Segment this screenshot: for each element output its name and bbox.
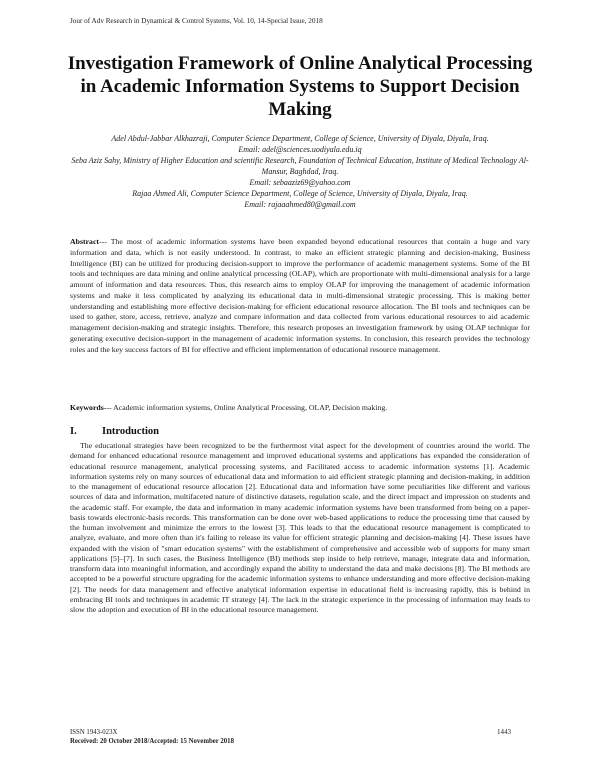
- received-accepted: Received: 20 October 2018/Accepted: 15 November 2018: [70, 738, 234, 745]
- abstract: [70, 237, 530, 355]
- author-email: Email: adel@sciences.uodiyala.edu.iq: [238, 145, 362, 154]
- intro-paragraph: The educational strategies have been recognized to be the furthermost vital aspect for the development of countries around the world. The demand for enhanced educational resource management and improved educational systems and applications has expanded the consideration of educational resource management, analytical processing systems, and Facilitated access to academic information systems [1]. Academic information systems rely on many sources of educational data and information to aid efficient strategic planning and decision-making, in addition to the management of educational resource allocation [2]. Educational data and information have some peculiarities like different and various sources of data and information, multifaceted nature of distinctive datasets, regulation scale, and the direct impact and impression on students and the academic staff. For example, the data and information in many academic information systems have been transformed from being on a paper-basis towards electronic-basis records. This transformation can be done over web-based applications to reduce the processing time that caused by the human involvement and minimize the errors to the lowest [3]. This leads to that the educational resource management is complicated to analyze, evaluate, and more often than it's failing to release its value for efficient strategic planning and decision-making [4]. These issues have expanded with the vision of "smart education systems" with the establishment of comprehensive and accessible web of supports for many smart applications [5]–[7]. In such cases, the Business Intelligence (BI) methods step inside to help retrieve, manage, integrate data and information, transform data into meaningful information, and accordingly expand the ability to understand the data and make decisions [8]. The BI methods are accepted to be a powerful structure upgrading for the academic information systems to enhance understanding and more effective decision-making [2]. The needs for data management and effective analytical information expertise in educational field is increasing rapidly, this is behind in embracing BI tools and techniques in academic IT strategy [4]. The lack in the strategic experience in the processing of information may leads to slow the adoption and execution of BI in the educational resource management.: [70, 441, 530, 614]
- paper-title: Investigation Framework of Online Analytical Processing in Academic Information Systems to Support Decision Making: [67, 53, 533, 120]
- page-number: 1443: [497, 728, 511, 736]
- author-affiliation: Rajaa Ahmed Ali, Computer Science Department, College of Science, University of Diyala, Diyala, Iraq.: [132, 189, 468, 198]
- section-heading: [70, 426, 159, 437]
- abstract-text: --- The most of academic information systems have been expanded beyond educational resources that contain a huge and vary information and data, which is not easily understood. In contrast, to make an efficient strategic planning and decision-making, Business Intelligence (BI) can be utilized for producing decision-support to improve the performance of academic management systems. Some of the BI tools and techniques are data mining and online analytical processing (OLAP), which are proportionate with multi-dimensional analysis for a large amount of information and data resources. Thus, this research aims to employ OLAP for improving the management of academic information systems and make it less complicated by analyzing its educational data in multi-dimensional strategic processing. This is making better understanding and establishing more effective decision-making for efficient educational resource allocation. The BI tools and techniques can be used to gather, store, access, retrieve, analyze and compare information and data collected from various educational resources to aid academic management decision-making and strategic insights. Therefore, this research proposes an investigation framework by using OLAP technique for generating executive decision-support in the management of academic information systems. In conclusion, this research provides the technology roles and the key success factors of BI for effective and efficient implementation of educational resource management.: [70, 237, 530, 354]
- abstract-label: Abstract: [70, 237, 100, 246]
- footer-info: [70, 728, 234, 746]
- author-email: Email: sebaaziz69@yahoo.com: [249, 178, 351, 187]
- keywords-label: Keywords: [70, 403, 104, 412]
- running-head: Jour of Adv Research in Dynamical & Control Systems, Vol. 10, 14-Special Issue, 2018: [70, 17, 323, 25]
- keywords-text: --- Academic information systems, Online Analytical Processing, OLAP, Decision making.: [103, 403, 388, 412]
- keywords: [70, 403, 530, 414]
- author-affiliation: Adel Abdul-Jabbar Alkhazraji, Computer Science Department, College of Science, University of Diyala, Diyala, Iraq.: [111, 134, 489, 143]
- author-block: [66, 133, 534, 210]
- author-email: Email: rajaaahmed80@gmail.com: [244, 200, 356, 209]
- section-number: I.: [70, 426, 77, 437]
- author-affiliation: Seba Aziz Sahy, Ministry of Higher Education and scientific Research, Foundation of Technical Education, Institute of Medical Technology Al-Mansur, Baghdad, Iraq.: [71, 156, 529, 176]
- issn: ISSN 1943-023X: [70, 729, 118, 736]
- section-title: Introduction: [102, 426, 159, 437]
